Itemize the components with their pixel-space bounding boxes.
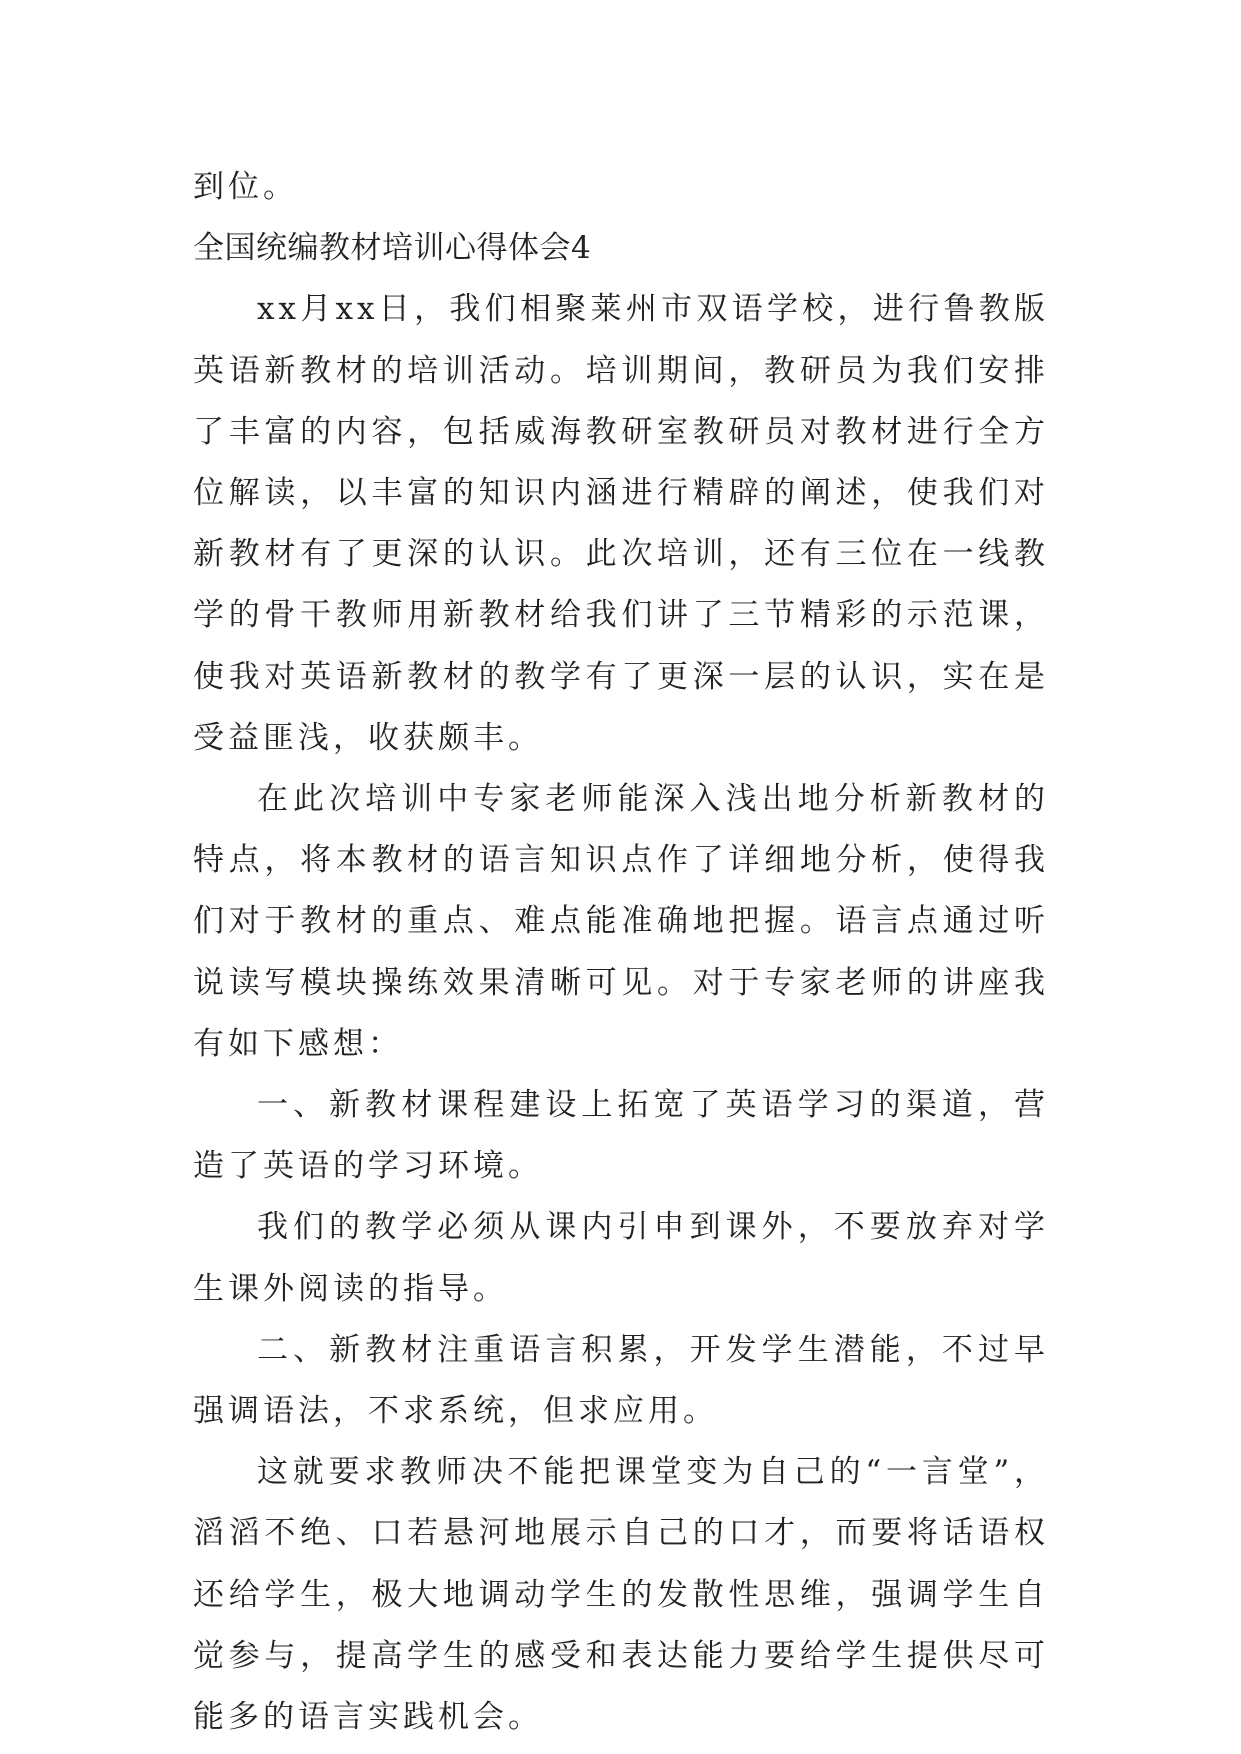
paragraph: 二、新教材注重语言积累，开发学生潜能，不过早强调语法，不求系统，但求应用。: [193, 1331, 1049, 1430]
paragraph: 这就要求教师决不能把课堂变为自己的“一言堂”，滔滔不绝、口若悬河地展示自己的口才，而要将话语权还给学生，极大地调动学生的发散性思维，强调学生自觉参与，提高学生的感受和表达能力要给学生提供尽可能多的语言实践机会。: [193, 1454, 1049, 1736]
document-body: [193, 157, 1049, 1748]
section-title: 全国统编教材培训心得体会4: [193, 230, 592, 267]
paragraph: 我们的教学必须从课内引申到课外，不要放弃对学生课外阅读的指导。: [193, 1209, 1049, 1307]
paragraph: 在此次培训中专家老师能深入浅出地分析新教材的特点，将本教材的语言知识点作了详细地分析，使得我们对于教材的重点、难点能准确地把握。语言点通过听说读写模块操练效果清晰可见。对于专家老师的讲座我有如下感想：: [193, 781, 1049, 1062]
paragraph: xx月xx日，我们相聚莱州市双语学校，进行鲁教版英语新教材的培训活动。培训期间，教研员为我们安排了丰富的内容，包括威海教研室教研员对教材进行全方位解读，以丰富的知识内涵进行精辟的阐述，使我们对新教材有了更深的认识。此次培训，还有三位在一线教学的骨干教师用新教材给我们讲了三节精彩的示范课，使我对英语新教材的教学有了更深一层的认识，实在是受益匪浅，收获颇丰。: [193, 291, 1049, 756]
paragraph-continuation: 到位。: [193, 169, 298, 205]
paragraph: 一、新教材课程建设上拓宽了英语学习的渠道，营造了英语的学习环境。: [193, 1087, 1049, 1185]
